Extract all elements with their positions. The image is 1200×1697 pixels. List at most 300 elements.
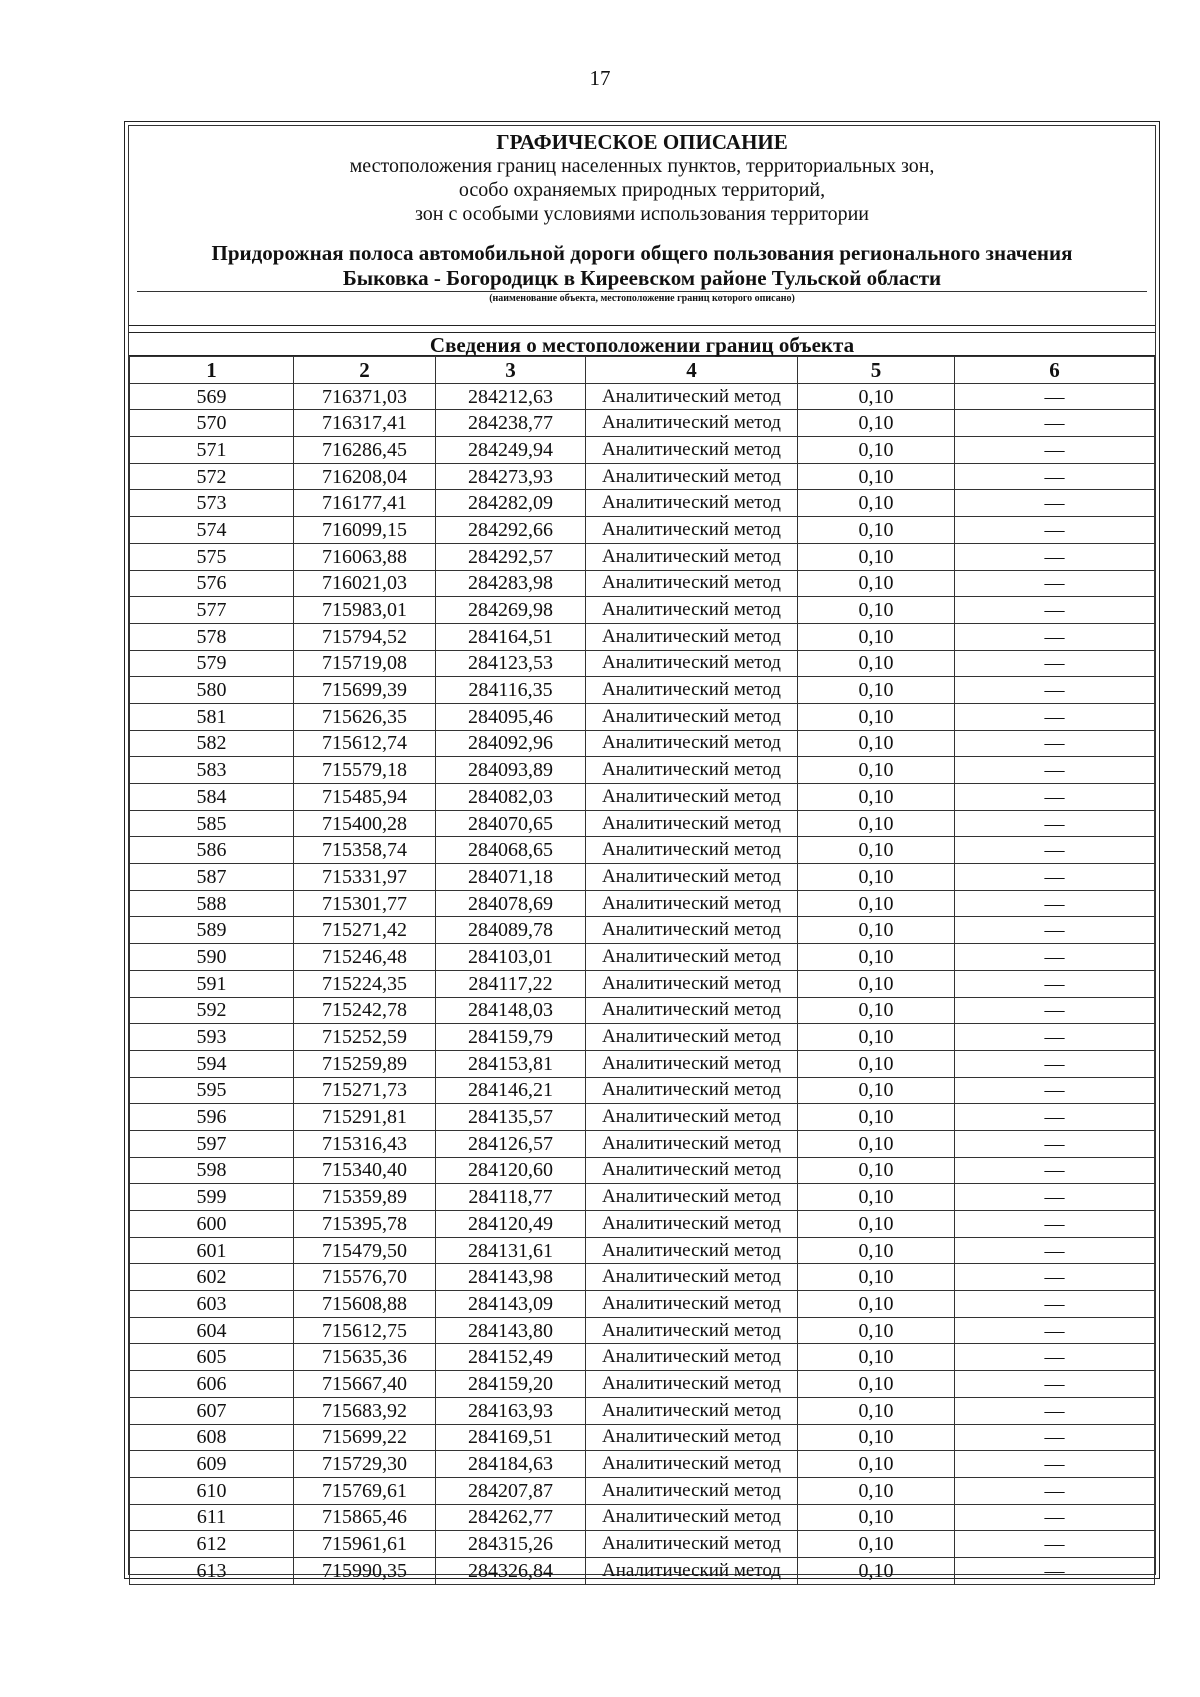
column-header: 2 [294,357,436,384]
method-cell: Аналитический метод [586,383,798,410]
description-cell: — [955,650,1155,677]
y-coordinate-cell: 284078,69 [436,890,586,917]
table-row [130,517,1155,544]
accuracy-cell: 0,10 [798,650,955,677]
method-cell: Аналитический метод [586,997,798,1024]
x-coordinate-cell: 715635,36 [294,1344,436,1371]
point-number-cell: 587 [130,864,294,891]
accuracy-cell: 0,10 [798,997,955,1024]
point-number-cell: 586 [130,837,294,864]
x-coordinate-cell: 715271,73 [294,1077,436,1104]
method-cell: Аналитический метод [586,810,798,837]
accuracy-cell: 0,10 [798,837,955,864]
column-header: 6 [955,357,1155,384]
table-row [130,1291,1155,1318]
y-coordinate-cell: 284153,81 [436,1050,586,1077]
method-cell: Аналитический метод [586,1557,798,1584]
y-coordinate-cell: 284184,63 [436,1451,586,1478]
point-number-cell: 594 [130,1050,294,1077]
point-number-cell: 593 [130,1024,294,1051]
table-row [130,1477,1155,1504]
point-number-cell: 572 [130,463,294,490]
y-coordinate-cell: 284135,57 [436,1104,586,1131]
method-cell: Аналитический метод [586,490,798,517]
x-coordinate-cell: 715259,89 [294,1050,436,1077]
table-row [130,837,1155,864]
accuracy-cell: 0,10 [798,1184,955,1211]
point-number-cell: 582 [130,730,294,757]
y-coordinate-cell: 284269,98 [436,597,586,624]
method-cell: Аналитический метод [586,570,798,597]
point-number-cell: 584 [130,784,294,811]
y-coordinate-cell: 284120,49 [436,1211,586,1238]
x-coordinate-cell: 715626,35 [294,703,436,730]
x-coordinate-cell: 715719,08 [294,650,436,677]
method-cell: Аналитический метод [586,1477,798,1504]
description-cell: — [955,944,1155,971]
table-row [130,1424,1155,1451]
x-coordinate-cell: 715242,78 [294,997,436,1024]
table-row [130,463,1155,490]
accuracy-cell: 0,10 [798,1211,955,1238]
method-cell: Аналитический метод [586,1531,798,1558]
x-coordinate-cell: 716317,41 [294,410,436,437]
point-number-cell: 596 [130,1104,294,1131]
point-number-cell: 600 [130,1211,294,1238]
method-cell: Аналитический метод [586,1291,798,1318]
y-coordinate-cell: 284123,53 [436,650,586,677]
description-cell: — [955,1237,1155,1264]
point-number-cell: 612 [130,1531,294,1558]
method-cell: Аналитический метод [586,1397,798,1424]
y-coordinate-cell: 284238,77 [436,410,586,437]
x-coordinate-cell: 715865,46 [294,1504,436,1531]
description-cell: — [955,1317,1155,1344]
table-row [130,1451,1155,1478]
table-row [130,1264,1155,1291]
x-coordinate-cell: 715395,78 [294,1211,436,1238]
y-coordinate-cell: 284143,09 [436,1291,586,1318]
y-coordinate-cell: 284071,18 [436,864,586,891]
x-coordinate-cell: 715291,81 [294,1104,436,1131]
method-cell: Аналитический метод [586,1130,798,1157]
table-header-row [130,357,1155,384]
x-coordinate-cell: 715983,01 [294,597,436,624]
description-cell: — [955,784,1155,811]
description-cell: — [955,1371,1155,1398]
point-number-cell: 597 [130,1130,294,1157]
accuracy-cell: 0,10 [798,1397,955,1424]
accuracy-cell: 0,10 [798,1344,955,1371]
description-cell: — [955,517,1155,544]
y-coordinate-cell: 284292,66 [436,517,586,544]
description-cell: — [955,1291,1155,1318]
table-body [130,383,1155,1584]
method-cell: Аналитический метод [586,864,798,891]
description-cell: — [955,1424,1155,1451]
description-cell: — [955,917,1155,944]
point-number-cell: 613 [130,1557,294,1584]
point-number-cell: 610 [130,1477,294,1504]
object-note: (наименование объекта, местоположение границ которого описано) [489,293,795,304]
page-number: 17 [589,66,611,90]
table-row [130,597,1155,624]
description-cell: — [955,1531,1155,1558]
table-row [130,997,1155,1024]
table-row [130,890,1155,917]
x-coordinate-cell: 715331,97 [294,864,436,891]
description-cell: — [955,1024,1155,1051]
description-cell: — [955,1504,1155,1531]
y-coordinate-cell: 284143,80 [436,1317,586,1344]
method-cell: Аналитический метод [586,1317,798,1344]
y-coordinate-cell: 284283,98 [436,570,586,597]
subtitle-line: особо охраняемых природных территорий, [458,179,826,201]
x-coordinate-cell: 715699,39 [294,677,436,704]
method-cell: Аналитический метод [586,517,798,544]
point-number-cell: 590 [130,944,294,971]
y-coordinate-cell: 284282,09 [436,490,586,517]
description-cell: — [955,1077,1155,1104]
description-cell: — [955,463,1155,490]
y-coordinate-cell: 284262,77 [436,1504,586,1531]
x-coordinate-cell: 715608,88 [294,1291,436,1318]
subtitle-line: местоположения границ населенных пунктов, территориальных зон, [349,155,935,177]
y-coordinate-cell: 284070,65 [436,810,586,837]
accuracy-cell: 0,10 [798,1024,955,1051]
y-coordinate-cell: 284164,51 [436,623,586,650]
accuracy-cell: 0,10 [798,1451,955,1478]
table-row [130,1130,1155,1157]
y-coordinate-cell: 284273,93 [436,463,586,490]
method-cell: Аналитический метод [586,890,798,917]
table-row [130,917,1155,944]
table-row [130,410,1155,437]
point-number-cell: 589 [130,917,294,944]
accuracy-cell: 0,10 [798,944,955,971]
point-number-cell: 581 [130,703,294,730]
y-coordinate-cell: 284143,98 [436,1264,586,1291]
accuracy-cell: 0,10 [798,757,955,784]
table-row [130,864,1155,891]
accuracy-cell: 0,10 [798,784,955,811]
accuracy-cell: 0,10 [798,1104,955,1131]
table-row [130,1504,1155,1531]
x-coordinate-cell: 715683,92 [294,1397,436,1424]
table-row [130,490,1155,517]
point-number-cell: 574 [130,517,294,544]
point-number-cell: 592 [130,997,294,1024]
description-cell: — [955,890,1155,917]
accuracy-cell: 0,10 [798,623,955,650]
method-cell: Аналитический метод [586,677,798,704]
description-cell: — [955,623,1155,650]
description-cell: — [955,1130,1155,1157]
table-row [130,1397,1155,1424]
description-cell: — [955,597,1155,624]
description-cell: — [955,757,1155,784]
method-cell: Аналитический метод [586,1264,798,1291]
y-coordinate-cell: 284092,96 [436,730,586,757]
point-number-cell: 585 [130,810,294,837]
description-cell: — [955,1397,1155,1424]
y-coordinate-cell: 284169,51 [436,1424,586,1451]
description-cell: — [955,570,1155,597]
accuracy-cell: 0,10 [798,1477,955,1504]
table-row [130,650,1155,677]
accuracy-cell: 0,10 [798,1291,955,1318]
y-coordinate-cell: 284068,65 [436,837,586,864]
accuracy-cell: 0,10 [798,1264,955,1291]
table-row [130,570,1155,597]
accuracy-cell: 0,10 [798,437,955,464]
x-coordinate-cell: 715612,75 [294,1317,436,1344]
accuracy-cell: 0,10 [798,677,955,704]
accuracy-cell: 0,10 [798,463,955,490]
point-number-cell: 569 [130,383,294,410]
column-header: 5 [798,357,955,384]
accuracy-cell: 0,10 [798,1237,955,1264]
accuracy-cell: 0,10 [798,597,955,624]
x-coordinate-cell: 715699,22 [294,1424,436,1451]
x-coordinate-cell: 715579,18 [294,757,436,784]
y-coordinate-cell: 284152,49 [436,1344,586,1371]
description-cell: — [955,1211,1155,1238]
accuracy-cell: 0,10 [798,864,955,891]
y-coordinate-cell: 284095,46 [436,703,586,730]
x-coordinate-cell: 715729,30 [294,1451,436,1478]
method-cell: Аналитический метод [586,1157,798,1184]
accuracy-cell: 0,10 [798,810,955,837]
method-cell: Аналитический метод [586,1504,798,1531]
point-number-cell: 611 [130,1504,294,1531]
table-row [130,437,1155,464]
method-cell: Аналитический метод [586,970,798,997]
section-title: Сведения о местоположении границ объекта [129,332,1155,356]
y-coordinate-cell: 284159,20 [436,1371,586,1398]
description-cell: — [955,437,1155,464]
y-coordinate-cell: 284093,89 [436,757,586,784]
accuracy-cell: 0,10 [798,730,955,757]
description-cell: — [955,677,1155,704]
description-cell: — [955,1264,1155,1291]
x-coordinate-cell: 715359,89 [294,1184,436,1211]
table-row [130,970,1155,997]
point-number-cell: 583 [130,757,294,784]
object-name-line: Быковка - Богородицк в Киреевском районе Тульской области [342,266,942,290]
method-cell: Аналитический метод [586,1050,798,1077]
object-name-line: Придорожная полоса автомобильной дороги общего пользования регионального значения [211,241,1073,265]
x-coordinate-cell: 715485,94 [294,784,436,811]
point-number-cell: 577 [130,597,294,624]
table-row [130,543,1155,570]
table-row [130,1157,1155,1184]
column-header: 3 [436,357,586,384]
method-cell: Аналитический метод [586,1424,798,1451]
method-cell: Аналитический метод [586,1024,798,1051]
description-cell: — [955,543,1155,570]
point-number-cell: 598 [130,1157,294,1184]
point-number-cell: 595 [130,1077,294,1104]
table-row [130,1024,1155,1051]
x-coordinate-cell: 715576,70 [294,1264,436,1291]
accuracy-cell: 0,10 [798,890,955,917]
y-coordinate-cell: 284082,03 [436,784,586,811]
x-coordinate-cell: 716208,04 [294,463,436,490]
description-cell: — [955,730,1155,757]
description-cell: — [955,864,1155,891]
y-coordinate-cell: 284148,03 [436,997,586,1024]
x-coordinate-cell: 715612,74 [294,730,436,757]
method-cell: Аналитический метод [586,1344,798,1371]
x-coordinate-cell: 716063,88 [294,543,436,570]
table-row [130,677,1155,704]
point-number-cell: 575 [130,543,294,570]
accuracy-cell: 0,10 [798,383,955,410]
description-cell: — [955,1477,1155,1504]
x-coordinate-cell: 716177,41 [294,490,436,517]
point-number-cell: 573 [130,490,294,517]
x-coordinate-cell: 715224,35 [294,970,436,997]
y-coordinate-cell: 284292,57 [436,543,586,570]
point-number-cell: 608 [130,1424,294,1451]
table-row [130,1237,1155,1264]
method-cell: Аналитический метод [586,597,798,624]
point-number-cell: 570 [130,410,294,437]
x-coordinate-cell: 715316,43 [294,1130,436,1157]
y-coordinate-cell: 284146,21 [436,1077,586,1104]
x-coordinate-cell: 715990,35 [294,1557,436,1584]
x-coordinate-cell: 716286,45 [294,437,436,464]
point-number-cell: 609 [130,1451,294,1478]
y-coordinate-cell: 284131,61 [436,1237,586,1264]
x-coordinate-cell: 715961,61 [294,1531,436,1558]
accuracy-cell: 0,10 [798,1557,955,1584]
table-row [130,1317,1155,1344]
method-cell: Аналитический метод [586,1184,798,1211]
y-coordinate-cell: 284126,57 [436,1130,586,1157]
document-inner-frame [128,125,1156,1582]
y-coordinate-cell: 284159,79 [436,1024,586,1051]
y-coordinate-cell: 284118,77 [436,1184,586,1211]
document-title: ГРАФИЧЕСКОЕ ОПИСАНИЕ [496,130,788,154]
table-row [130,703,1155,730]
description-cell: — [955,997,1155,1024]
method-cell: Аналитический метод [586,1451,798,1478]
x-coordinate-cell: 715340,40 [294,1157,436,1184]
y-coordinate-cell: 284120,60 [436,1157,586,1184]
accuracy-cell: 0,10 [798,570,955,597]
x-coordinate-cell: 716099,15 [294,517,436,544]
table-row [130,1050,1155,1077]
coordinates-table [129,356,1155,1585]
method-cell: Аналитический метод [586,650,798,677]
description-cell: — [955,810,1155,837]
point-number-cell: 601 [130,1237,294,1264]
method-cell: Аналитический метод [586,437,798,464]
method-cell: Аналитический метод [586,917,798,944]
y-coordinate-cell: 284089,78 [436,917,586,944]
column-header: 4 [586,357,798,384]
method-cell: Аналитический метод [586,944,798,971]
x-coordinate-cell: 715769,61 [294,1477,436,1504]
method-cell: Аналитический метод [586,1371,798,1398]
accuracy-cell: 0,10 [798,517,955,544]
point-number-cell: 588 [130,890,294,917]
point-number-cell: 578 [130,623,294,650]
y-coordinate-cell: 284212,63 [436,383,586,410]
table-row [130,1077,1155,1104]
accuracy-cell: 0,10 [798,917,955,944]
subtitle-line: зон с особыми условиями использования территории [414,203,870,225]
column-header: 1 [130,357,294,384]
method-cell: Аналитический метод [586,1104,798,1131]
table-row [130,1104,1155,1131]
x-coordinate-cell: 715479,50 [294,1237,436,1264]
point-number-cell: 602 [130,1264,294,1291]
x-coordinate-cell: 715252,59 [294,1024,436,1051]
x-coordinate-cell: 715794,52 [294,623,436,650]
table-row [130,757,1155,784]
accuracy-cell: 0,10 [798,543,955,570]
table-row [130,383,1155,410]
table-row [130,784,1155,811]
description-cell: — [955,1451,1155,1478]
y-coordinate-cell: 284103,01 [436,944,586,971]
table-row [130,1371,1155,1398]
accuracy-cell: 0,10 [798,703,955,730]
x-coordinate-cell: 715358,74 [294,837,436,864]
point-number-cell: 580 [130,677,294,704]
x-coordinate-cell: 715400,28 [294,810,436,837]
x-coordinate-cell: 715271,42 [294,917,436,944]
method-cell: Аналитический метод [586,784,798,811]
description-cell: — [955,410,1155,437]
description-cell: — [955,1104,1155,1131]
point-number-cell: 591 [130,970,294,997]
point-number-cell: 607 [130,1397,294,1424]
method-cell: Аналитический метод [586,837,798,864]
x-coordinate-cell: 716021,03 [294,570,436,597]
table-row [130,1184,1155,1211]
y-coordinate-cell: 284249,94 [436,437,586,464]
method-cell: Аналитический метод [586,1211,798,1238]
description-cell: — [955,1184,1155,1211]
method-cell: Аналитический метод [586,703,798,730]
point-number-cell: 604 [130,1317,294,1344]
description-cell: — [955,837,1155,864]
accuracy-cell: 0,10 [798,1077,955,1104]
y-coordinate-cell: 284163,93 [436,1397,586,1424]
accuracy-cell: 0,10 [798,1371,955,1398]
y-coordinate-cell: 284315,26 [436,1531,586,1558]
point-number-cell: 606 [130,1371,294,1398]
point-number-cell: 603 [130,1291,294,1318]
accuracy-cell: 0,10 [798,1424,955,1451]
method-cell: Аналитический метод [586,410,798,437]
document-frame [124,121,1160,1582]
description-cell: — [955,970,1155,997]
document-header [129,126,1155,326]
accuracy-cell: 0,10 [798,490,955,517]
accuracy-cell: 0,10 [798,1050,955,1077]
point-number-cell: 605 [130,1344,294,1371]
table-row [130,944,1155,971]
point-number-cell: 576 [130,570,294,597]
accuracy-cell: 0,10 [798,970,955,997]
method-cell: Аналитический метод [586,757,798,784]
table-row [130,623,1155,650]
